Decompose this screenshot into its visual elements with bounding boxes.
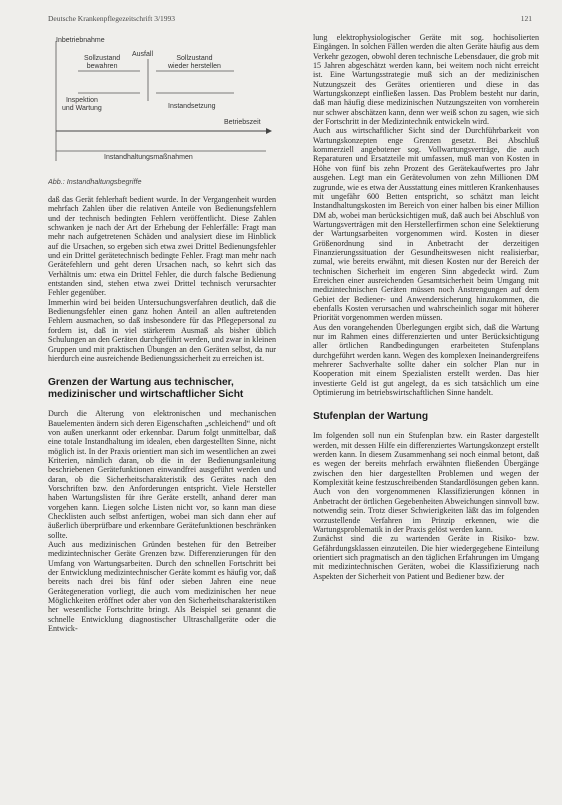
label-inbetriebnahme: Inbetriebnahme <box>56 37 105 44</box>
page-number: 121 <box>520 14 532 23</box>
paragraph: lung elektrophysiologischer Geräte mit sog. hochisolierten Eingängen. In solchen Fällen werden die alten Geräte häufig aus dem Verkehr gezogen, obwohl deren technische Lebensdauer, die grob mit 15 Jahren abgeschätzt werden kann, bei weitem noch nicht erreicht ist. Eine Wartungsstrategie muß sich an der medizinischen Nutzungszeit des Gerätes orientieren und diese in das Wartungskonzept einfließen lassen. Das Problem besteht nur darin, daß man häufig diese medizinischen Nutzungszeiten von vornherein nur schwer abschätzen kann, denn wer weiß schon zu sagen, wie sich der Fortschritt in der Medizintechnik entwickeln wird. <box>313 33 539 127</box>
right-column <box>313 33 539 797</box>
paragraph: Zunächst sind die zu wartenden Geräte in Risiko- bzw. Gefährdungsklassen einzuteilen. Die hier wiedergegebene Einteilung orientiert sich pragmatisch an den täglichen Erfahrungen im Umgang mit medizintechnischen Geräten, wobei die Klassifizierung nach Aspekten der Sicherheit von Patient und Bediener bzw. der <box>313 534 539 581</box>
label-sollzustand-herstellen: Sollzustand wieder herstellen <box>168 55 221 70</box>
paragraph: daß das Gerät fehlerhaft bedient wurde. In der Vergangenheit wurden mehrfach Zahlen über die relativen Anteile von Bedienungsfehlern und der technisch bedingten Fehlern veröffentlicht. Diese Zahlen schwanken je nach der Art der Erhebung der Fehlerfälle: Fragt man mehr nach aufgetretenen Schäden und analysiert diese im Hinblick auf die Ursachen, so ergeben sich etwa zwei Drittel Bedienungsfehler und ein Drittel gerätetechnisch bedingte Fehler. Fragt man mehr nach Gerätefehlern und geht deren Ursachen nach, so kehrt sich das Verhältnis um: etwa ein Drittel Fehler, die durch falsche Bedienung entstanden sind, stehen etwa zwei Drittel technisch verursachter Fehler gegenüber. <box>48 195 276 298</box>
time-arrowhead <box>266 128 272 134</box>
label-betriebszeit: Betriebszeit <box>224 119 261 126</box>
figure-instandhaltung <box>48 33 276 173</box>
section-heading: Stufenplan der Wartung <box>313 411 429 423</box>
label-inspektion: Inspektion und Wartung <box>62 97 102 112</box>
paragraph: Auch aus medizinischen Gründen bestehen für den Betreiber medizintechnischer Geräte Grenzen bzw. Differenzierungen für den Umfang von Wartungsarbeiten. Durch den schnellen Fortschritt bei der Entwicklung medizintechnischer Geräte kommt es häufig vor, daß bereits nach drei bis fünf oder sieben Jahren eine neue Gerätegeneration vorliegt, die auch vom medizinischen her neue Möglichkeiten eröffnet oder aber von den Sicherheitscharakteristiken her wesentliche Fortschritte bringt. Als Beispiel sei genannt die schnelle Entwicklung diagnostischer Ultraschallgeräte oder die Entwick- <box>48 540 276 634</box>
section-heading: Grenzen der Wartung aus technischer, medizinischer und wirtschaftlicher Sicht <box>48 377 244 401</box>
journal-title: Deutsche Krankenpflegezeitschrift 3/1993 <box>48 14 176 23</box>
paragraph: Aus den vorangehenden Überlegungen ergibt sich, daß die Wartung nur im Rahmen eines differenzierten und unter Berücksichtigung aller örtlichen Randbedingungen erarbeiteten Stufenplans durchgeführt werden kann. Wegen des komplexen Ineinandergreifens mehrerer Sachverhalte sollte daher ein solcher Plan nur in Kooperation mit einem Spezialisten erstellt werden. Das hier investierte Geld ist gut angelegt, da es sich tatsächlich um eine Optimierung im betriebswirtschaftlichen Sinne handelt. <box>313 322 539 398</box>
label-ausfall: Ausfall <box>132 51 154 58</box>
paragraph: Immerhin wird bei beiden Untersuchungsverfahren deutlich, daß die Bedienungsfehler einen ganz hohen Anteil an allen auftretenden Fehlern ausmachen, so daß insbesondere für das Pflegepersonal zu fordern ist, daß in viel stärkerem Ausmaß als bisher üblich Schulungen an den Geräten durchgeführt werden, und zwar in kleinen Gruppen und mit praktischen Übungen an den Geräten selbst, da nur hierdurch eine ausreichende Bedienungssicherheit zu erreichen ist. <box>48 297 276 363</box>
left-column <box>48 33 276 797</box>
figure-caption: Abb.: Instandhaltungsbegriffe <box>48 177 142 186</box>
paragraph: Durch die Alterung von elektronischen und mechanischen Bauelementen ändern sich deren Eigenschaften „schleichend“ und oft von außen unerkannt oder erkennbar. Darum folgt unmittelbar, daß eine totale Instandhaltung im idealen, eben dargestellten Sinne, nicht möglich ist. In der Praxis orientiert man sich im wesentlichen an zwei Kriterien, nämlich daran, ob die in der Bedienungsanleitung beschriebenen Gerätefunktionen einwandfrei ausgeführt werden und daran, ob die Sicherheitscharakteristik des Gerätes nach den Vorschriften bzw. den Anforderungen entspricht. Viele Hersteller haben Wartungslisten für ihre Geräte erstellt, anhand derer man vorgehen kann. Liegen solche Listen nicht vor, so kann man diese Checklisten auch selbst anfertigen, wobei man sich dann eher auf äußerlich überprüfbare und erkennbare Gerätefunktionen beschränken sollte. <box>48 409 276 540</box>
label-instandsetzung: Instandsetzung <box>168 103 216 110</box>
label-instandhaltungsmassnahmen: Instandhaltungsmaßnahmen <box>104 154 193 161</box>
paragraph: Auch aus wirtschaftlicher Sicht sind der Durchführbarkeit von Wartungskonzepten enge Grenzen gesetzt. Bei Abschluß kommerziell angebotener sog. Vollwartungsverträge, die auch Reparaturen und Ersatzteile mit umfassen, muß man von Kosten in Höhe von fünf bis zehn Prozent des Gerätekaufwertes pro Jahr ausgehen. Legt man ein Gerätevolumen von zehn Millionen DM zugrunde, wie es etwa der Ausstattung eines mittleren Krankenhauses mit ungefähr 600 Betten entspricht, so schätzt man leicht Instandhaltungskosten im Bereich von einer halben bis einer Million DM ab, wobei man berücksichtigen muß, daß auch bei Abschluß von Wartungsverträgen mit den Herstellerfirmen schon eine Selektierung der Wartungsarbeiten vorgenommen wird. Kosten in dieser Größenordnung sind in Anbetracht der derzeitigen Finanzierungssituation der Gesundheitswesen nicht realisierbar, zumal, wie bereits erwähnt, mit diesen Kosten nur der Bereich der technischen Sicherheit im engeren Sinn abgedeckt wird. Zum Erreichen einer ausreichenden Gesamtsicherheit beim Umgang mit medizintechnischen Geräten müssen noch Anstrengungen auf dem Gebiet der Bediener- und Anwendersicherung hinzukommen, die ebenfalls Kosten verursachen und wahrscheinlich sogar mit höherer Priorität vorgenommen werden müssen. <box>313 126 539 323</box>
label-sollzustand-bewahren: Sollzustand bewahren <box>84 55 121 70</box>
running-header <box>48 14 532 26</box>
paragraph: Im folgenden soll nun ein Stufenplan bzw. ein Raster dargestellt werden, mit dessen Hilfe ein differenziertes Wartungskonzept erstellt werden kann. In diesem Zusammenhang sei noch einmal betont, daß es wegen der bereits mehrfach erwähnten fließenden Übergänge zwischen den hier dargestellten Problemen und wegen der Komplexität keine festzuschreibenden Standardlösungen geben kann. Auch von den vorgenommenen Klassifizierungen können in Anbetracht der örtlichen Gegebenheiten Abweichungen sinnvoll bzw. notwendig sein. Trotz dieser Schwierigkeiten läßt das im folgenden vorzustellende Verfahren im Prinzip erkennen, wie die Wartungsproblematik in der Praxis gelöst werden kann. <box>313 431 539 534</box>
